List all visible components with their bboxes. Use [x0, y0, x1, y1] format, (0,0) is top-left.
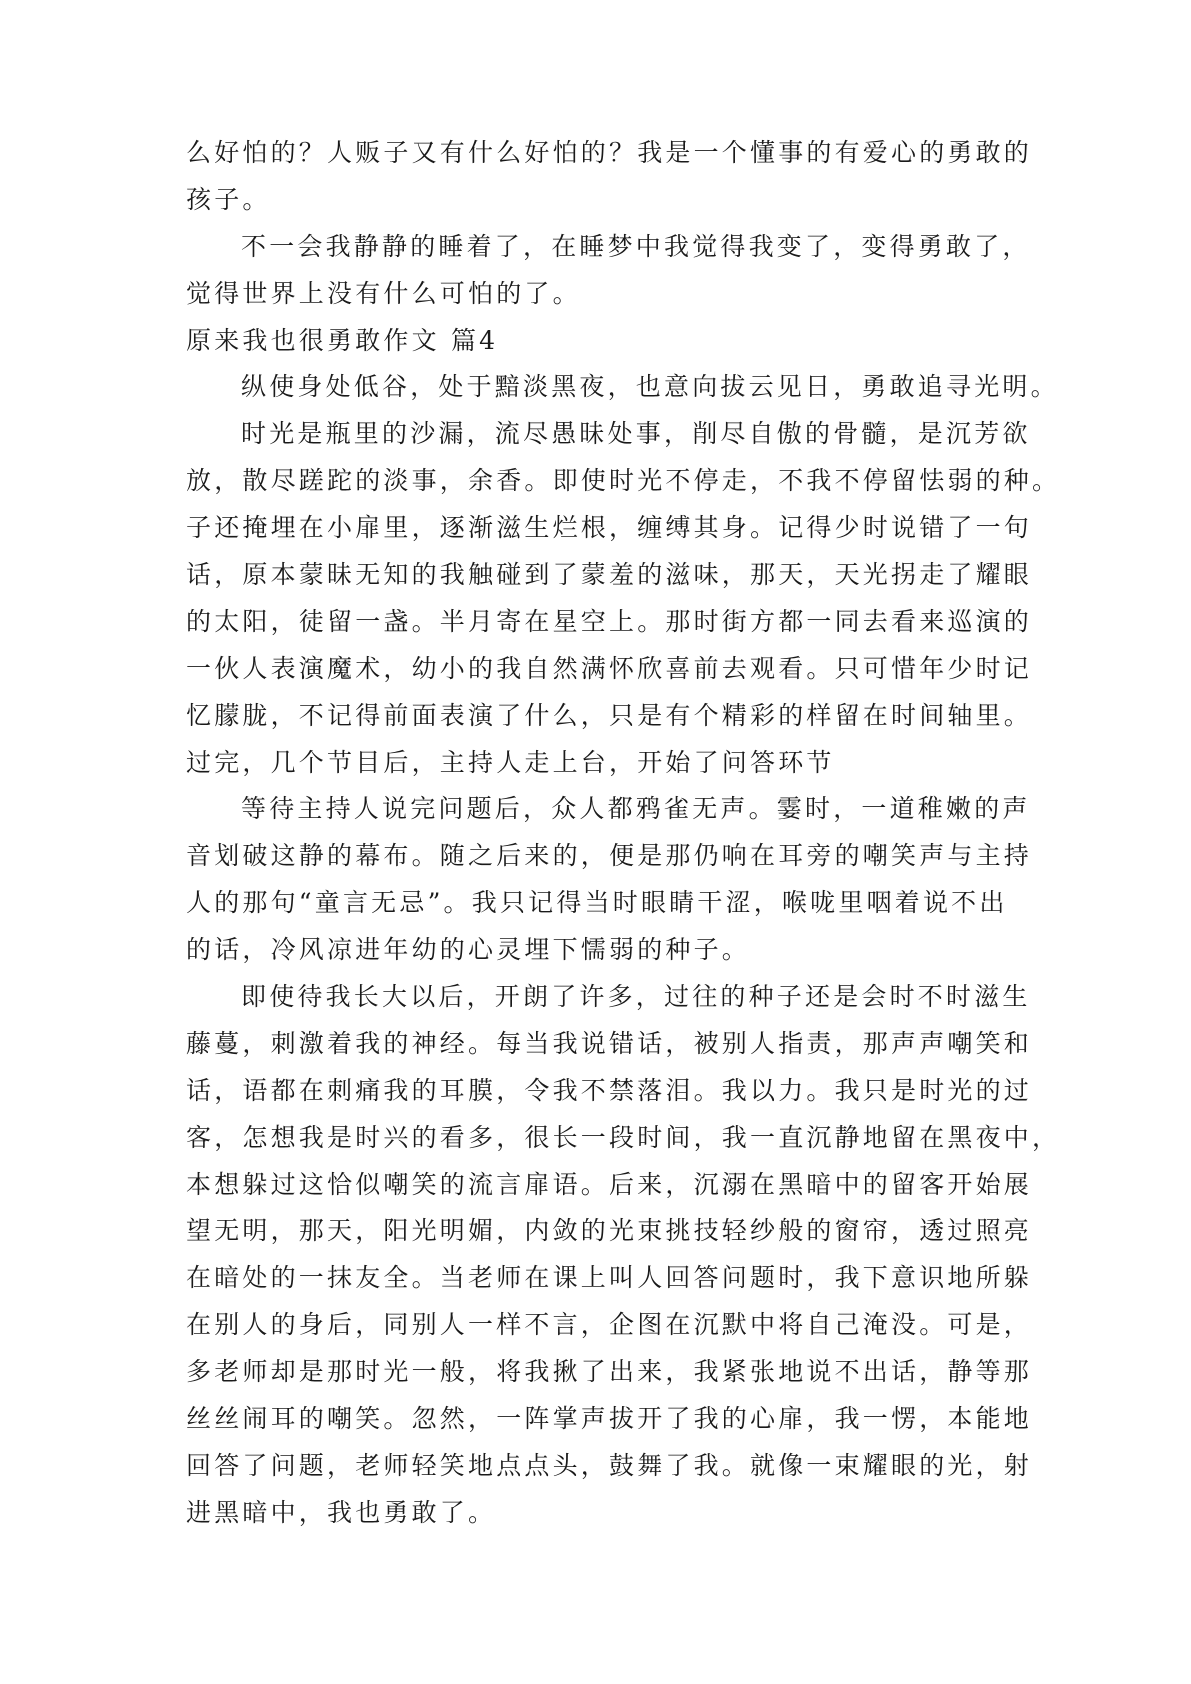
text-line: 在暗处的一抹友全。当老师在课上叫人回答问题时，我下意识地所躲: [186, 1263, 1033, 1293]
text-line: 的太阳，徒留一盏。半月寄在星空上。那时街方都一同去看来巡演的: [186, 606, 1033, 636]
text-line: 孩子。: [186, 184, 271, 214]
section-heading: 原来我也很勇敢作文 篇4: [186, 325, 499, 355]
text-line: 本想躲过这恰似嘲笑的流言扉语。后来，沉溺在黑暗中的留客开始展: [186, 1169, 1033, 1199]
text-line: 纵使身处低谷，处于黯淡黑夜，也意向拔云见日，勇敢追寻光明。: [241, 372, 1059, 402]
text-line: 人的那句“童言无忌”。我只记得当时眼睛干涩，喉咙里咽着说不出: [186, 888, 1008, 918]
text-line: 丝丝闹耳的嘲笑。忽然，一阵掌声拔开了我的心扉，我一愣，本能地: [186, 1404, 1033, 1434]
text-line: 一伙人表演魔术，幼小的我自然满怀欣喜前去观看。只可惜年少时记: [186, 653, 1033, 683]
text-line: 过完，几个节目后，主持人走上台，开始了问答环节: [186, 747, 835, 777]
text-line: 放，散尽蹉跎的淡事，余香。即使时光不停走，不我不停留怯弱的种。: [186, 466, 1061, 496]
text-line: 话，语都在刺痛我的耳膜，令我不禁落泪。我以力。我只是时光的过: [186, 1075, 1033, 1105]
document-body: [186, 130, 1061, 1537]
text-line: 话，原本蒙昧无知的我触碰到了蒙羞的滋味，那天，天光拐走了耀眼: [186, 560, 1033, 590]
text-line: 不一会我静静的睡着了，在睡梦中我觉得我变了，变得勇敢了，: [241, 231, 1031, 261]
text-line: 觉得世界上没有什么可怕的了。: [186, 278, 581, 308]
text-line: 即使待我长大以后，开朗了许多，过往的种子还是会时不时滋生: [241, 982, 1031, 1012]
text-line: 忆朦胧，不记得前面表演了什么，只是有个精彩的样留在时间轴里。: [186, 700, 1033, 730]
text-line: 时光是瓶里的沙漏，流尽愚昧处事，削尽自傲的骨髓，是沉芳欲: [241, 419, 1031, 449]
text-line: 音划破这静的幕布。随之后来的，便是那仍响在耳旁的嘲笑声与主持: [186, 841, 1033, 871]
text-line: 子还掩埋在小扉里，逐渐滋生烂根，缠缚其身。记得少时说错了一句: [186, 513, 1033, 543]
text-line: 等待主持人说完问题后，众人都鸦雀无声。霎时，一道稚嫩的声: [241, 794, 1031, 824]
text-line: 进黑暗中，我也勇敢了。: [186, 1497, 497, 1527]
text-line: 多老师却是那时光一般，将我揪了出来，我紧张地说不出话，静等那: [186, 1357, 1033, 1387]
text-line: 回答了问题，老师轻笑地点点头，鼓舞了我。就像一束耀眼的光，射: [186, 1450, 1033, 1480]
text-line: 望无明，那天，阳光明媚，内敛的光束挑技轻纱般的窗帘，透过照亮: [186, 1216, 1033, 1246]
text-line: 的话，冷风凉进年幼的心灵埋下懦弱的种子。: [186, 935, 751, 965]
text-line: 客，怎想我是时兴的看多，很长一段时间，我一直沉静地留在黑夜中，: [186, 1122, 1061, 1152]
text-line: 藤蔓，刺激着我的神经。每当我说错话，被别人指责，那声声嘲笑和: [186, 1028, 1033, 1058]
text-line: 么好怕的？人贩子又有什么好怕的？我是一个懂事的有爱心的勇敢的: [186, 138, 1033, 167]
text-line: 在别人的身后，同别人一样不言，企图在沉默中将自己淹没。可是，: [186, 1310, 1033, 1340]
